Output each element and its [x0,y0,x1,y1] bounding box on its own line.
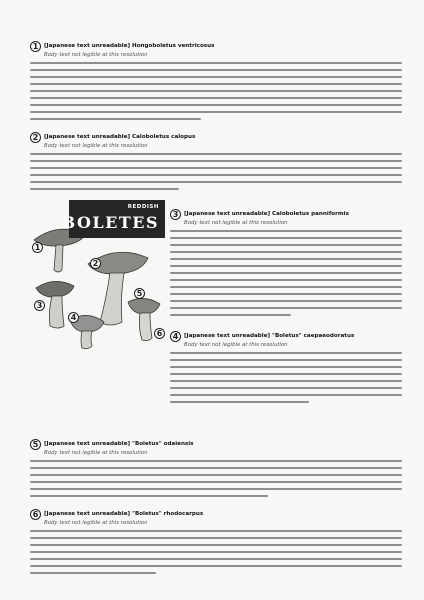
text-line-placeholder [170,394,402,396]
text-line-placeholder [170,279,402,281]
text-line-placeholder [30,565,402,567]
entry-6-number: 6 [30,509,41,520]
entry-5 [30,438,402,504]
text-line-placeholder [30,537,402,539]
text-line-placeholder [30,97,402,99]
text-line-placeholder [170,258,402,260]
entry-2 [30,131,402,197]
entry-5-unreadable-note: Body text not legible at this resolution [44,450,148,456]
entry-5-heading [30,438,402,450]
text-line-placeholder [170,272,402,274]
figure-label-4: 4 [68,312,79,323]
entry-2-number: 2 [30,132,41,143]
entry-1 [30,40,402,128]
text-line-placeholder [170,307,402,309]
banner-title: BOLETES [61,213,159,232]
entry-2-unreadable-note: Body text not legible at this resolution [44,143,148,149]
figure-label-6: 6 [154,328,165,339]
text-line-placeholder [30,167,402,169]
text-line-placeholder [30,76,402,78]
text-line-placeholder [170,387,402,389]
text-line-placeholder [30,90,402,92]
text-line-placeholder [30,174,402,176]
text-line-placeholder [170,352,402,354]
text-line-placeholder [30,558,402,560]
entry-1-number: 1 [30,41,41,52]
text-line-placeholder [170,314,291,316]
text-line-placeholder [30,181,402,183]
entry-1-unreadable-note: Body text not legible at this resolution [44,52,148,58]
text-line-placeholder [30,153,402,155]
text-line-placeholder [170,373,402,375]
text-line-placeholder [30,474,402,476]
entry-4 [170,330,402,414]
reddish-boletes-banner [61,200,165,238]
text-line-placeholder [30,69,402,71]
text-line-placeholder [30,104,402,106]
entry-3 [170,208,402,326]
text-line-placeholder [30,495,268,497]
text-line-placeholder [170,380,402,382]
entry-5-name: [Japanese text unreadable] "Boletus" odaiensis [44,441,194,447]
text-line-placeholder [30,488,402,490]
text-line-placeholder [30,62,402,64]
text-line-placeholder [170,244,402,246]
entry-6-heading [30,508,402,520]
entry-4-number: 4 [170,331,181,342]
figure-label-1: 1 [32,242,43,253]
text-line-placeholder [170,230,402,232]
text-line-placeholder [170,251,402,253]
text-line-placeholder [170,401,309,403]
text-line-placeholder [170,265,402,267]
text-line-placeholder [170,366,402,368]
mushroom-illustration [30,200,165,350]
text-line-placeholder [30,111,402,113]
entry-4-unreadable-note: Body text not legible at this resolution [184,342,288,348]
entry-2-heading [30,131,402,143]
text-line-placeholder [30,83,402,85]
entry-3-name: [Japanese text unreadable] Caloboletus panniformis [184,211,349,217]
text-line-placeholder [170,300,402,302]
figure-label-3: 3 [34,300,45,311]
entry-6-unreadable-note: Body text not legible at this resolution [44,520,148,526]
text-line-placeholder [30,551,402,553]
text-line-placeholder [30,572,156,574]
entry-4-name: [Japanese text unreadable] "Boletus" caepaeodoratus [184,333,355,339]
entry-6-name: [Japanese text unreadable] "Boletus" rhodocarpus [44,511,204,517]
text-line-placeholder [30,544,402,546]
entry-5-number: 5 [30,439,41,450]
text-line-placeholder [30,530,402,532]
entry-6 [30,508,402,584]
entry-1-name: [Japanese text unreadable] Hongoboletus ventricosus [44,43,215,49]
banner-subtitle: REDDISH [127,204,159,210]
figure-label-2: 2 [90,258,101,269]
text-line-placeholder [30,188,179,190]
text-line-placeholder [170,286,402,288]
entry-1-heading [30,40,402,52]
entry-3-unreadable-note: Body text not legible at this resolution [184,220,288,226]
entry-4-heading [170,330,402,342]
text-line-placeholder [170,293,402,295]
figure-label-5: 5 [134,288,145,299]
text-line-placeholder [30,460,402,462]
entry-2-name: [Japanese text unreadable] Caloboletus calopus [44,134,196,140]
text-line-placeholder [30,118,201,120]
text-line-placeholder [30,467,402,469]
text-line-placeholder [170,237,402,239]
entry-3-number: 3 [170,209,181,220]
text-line-placeholder [170,359,402,361]
text-line-placeholder [30,160,402,162]
entry-3-heading [170,208,402,220]
text-line-placeholder [30,481,402,483]
